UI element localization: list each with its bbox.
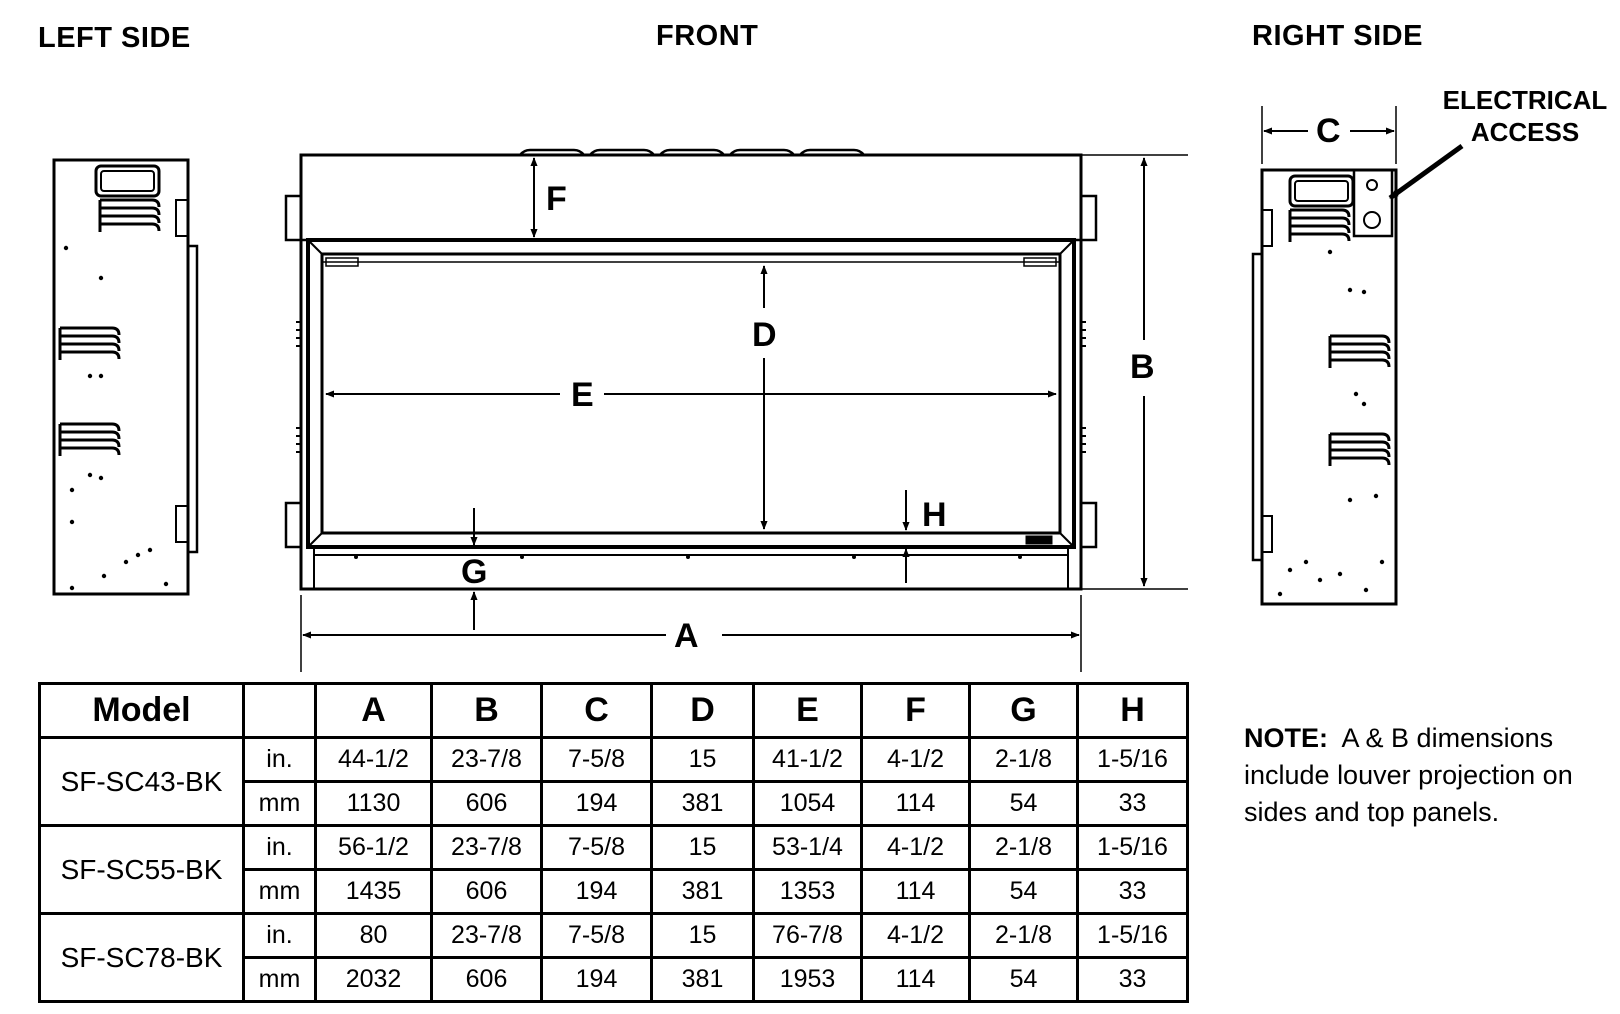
value-cell: 114 [862,782,970,826]
model-header: Model [40,684,244,738]
value-cell: 1-5/16 [1078,914,1188,958]
value-cell: 54 [970,958,1078,1002]
unit-cell: mm [244,958,316,1002]
value-cell: 15 [652,914,754,958]
value-cell: 54 [970,782,1078,826]
unit-header [244,684,316,738]
dim-label-e: E [571,376,594,414]
value-cell: 4-1/2 [862,738,970,782]
value-cell: 56-1/2 [316,826,432,870]
value-cell: 114 [862,870,970,914]
note-text [1244,720,1614,831]
value-cell: 4-1/2 [862,826,970,870]
electrical-label-line2: ACCESS [1470,117,1580,147]
right-side-view [1253,106,1462,604]
column-header: D [652,684,754,738]
value-cell: 54 [970,870,1078,914]
right-side-title: RIGHT SIDE [1252,20,1423,52]
value-cell: 33 [1078,782,1188,826]
column-header: H [1078,684,1188,738]
dim-label-b: B [1130,348,1155,386]
value-cell: 15 [652,738,754,782]
column-header: E [754,684,862,738]
table-row [40,738,1188,782]
value-cell: 44-1/2 [316,738,432,782]
table-header-row [40,684,1188,738]
unit-cell: in. [244,914,316,958]
dim-label-f: F [546,180,567,218]
value-cell: 33 [1078,958,1188,1002]
value-cell: 381 [652,958,754,1002]
table-row [40,914,1188,958]
value-cell: 381 [652,870,754,914]
front-view [286,150,1188,672]
value-cell: 15 [652,826,754,870]
value-cell: 80 [316,914,432,958]
value-cell: 4-1/2 [862,914,970,958]
value-cell: 606 [432,870,542,914]
column-header: B [432,684,542,738]
value-cell: 1-5/16 [1078,738,1188,782]
value-cell: 194 [542,782,652,826]
value-cell: 7-5/8 [542,914,652,958]
column-header: C [542,684,652,738]
model-cell: SF-SC78-BK [40,914,244,1002]
value-cell: 194 [542,958,652,1002]
value-cell: 2032 [316,958,432,1002]
electrical-label-line1: ELECTRICAL [1442,85,1608,115]
model-cell: SF-SC43-BK [40,738,244,826]
unit-cell: mm [244,782,316,826]
dim-label-h: H [922,496,947,534]
unit-cell: in. [244,738,316,782]
column-header: A [316,684,432,738]
value-cell: 1353 [754,870,862,914]
value-cell: 7-5/8 [542,738,652,782]
value-cell: 1-5/16 [1078,826,1188,870]
dim-label-a: A [674,617,699,655]
value-cell: 606 [432,782,542,826]
value-cell: 1435 [316,870,432,914]
left-side-title: LEFT SIDE [38,22,191,54]
value-cell: 606 [432,958,542,1002]
dim-label-c: C [1316,112,1341,150]
value-cell: 23-7/8 [432,826,542,870]
value-cell: 2-1/8 [970,826,1078,870]
dimension-table [38,682,1189,1003]
unit-cell: in. [244,826,316,870]
front-title: FRONT [656,20,759,52]
note-body: A & B dimensions include louver projection on sides and top panels. [1244,723,1573,827]
value-cell: 23-7/8 [432,738,542,782]
value-cell: 23-7/8 [432,914,542,958]
value-cell: 7-5/8 [542,826,652,870]
value-cell: 41-1/2 [754,738,862,782]
table-row [40,826,1188,870]
dim-label-g: G [461,553,488,591]
value-cell: 53-1/4 [754,826,862,870]
value-cell: 1054 [754,782,862,826]
value-cell: 1953 [754,958,862,1002]
value-cell: 76-7/8 [754,914,862,958]
value-cell: 194 [542,870,652,914]
model-cell: SF-SC55-BK [40,826,244,914]
dim-label-d: D [752,316,777,354]
value-cell: 381 [652,782,754,826]
left-side-view [54,160,197,594]
value-cell: 33 [1078,870,1188,914]
column-header: F [862,684,970,738]
value-cell: 2-1/8 [970,914,1078,958]
note-label: NOTE: [1244,723,1328,753]
value-cell: 2-1/8 [970,738,1078,782]
column-header: G [970,684,1078,738]
value-cell: 114 [862,958,970,1002]
unit-cell: mm [244,870,316,914]
value-cell: 1130 [316,782,432,826]
